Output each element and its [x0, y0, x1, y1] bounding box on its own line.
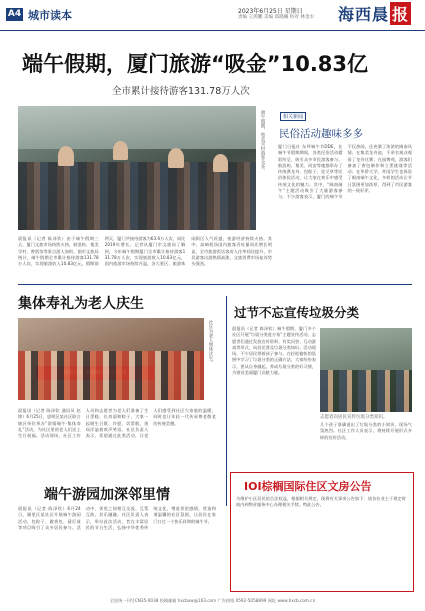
bottom-left-body: 晨报讯（记者 陈泽钦）6月24日，湖里区某社区开展端午游园活动，包粽子、做香包、猜灯谜等项目吸引了众多居民参与。活动中，邻里之间相互交流、互帮互助，其乐融融。社区负责人表示，举办此次活动，旨在丰富居民的节日生活，弘扬中华优秀传统文化，增进邻里感情，营造和谐温馨的社区氛围，让居民在家门口过一个快乐祥和的端午节。	[18, 506, 216, 530]
logo-main-text: 海西晨	[338, 5, 390, 24]
mid-right-photo-caption: 志愿者向居民宣传垃圾分类知识。	[320, 415, 388, 420]
mid-right-title: 过节不忘宣传垃圾分类	[234, 305, 360, 320]
right-body: 厦门日报社 东坪端午节DDE，在端午节假期期间，各类民俗活动精彩纷呈，吸引众多市民游客参与。鼓浪屿、集美、同安等地都举办了传统赛龙舟、包粽子、挂艾草等民俗体验活动，让大家在欢乐中感受传统文化的魅力。其中，“闽南端午”主题活动吸引了大量游客参与，不少游客表示，厦门的端午节不仅热闹，还充满了浓浓的闽南风情。在集美龙舟池，千余名观众观看了龙舟比赛；在园博苑，游客们参加了香包制作和立蛋挑战等活动；在华侨大学，外国学生也体验了闽南端午文化，多样的活动让节日氛围更加浓厚，得到了市民游客的一致好评。	[278, 144, 412, 200]
mid-right-body-2: 几个孩子准确说出了垃圾分类的小知识，现场气氛热烈。社区工作人员表示，将持续开展形式多样的宣传活动。	[320, 422, 412, 440]
issue-date: 2023年6月25日 星期日	[238, 8, 303, 15]
lead-photo	[18, 106, 256, 230]
mid-right-body: 晨报讯（记者 陈泽钦）端午假期，厦门多个社区开展“垃圾分类进万家”主题宣传活动。志愿者们通过发放宣传资料、有奖问答、互动游戏等形式，向居民普及垃圾分类知识。活动现场，不少居民带着孩子参与，在轻松愉快的氛围中学习了垃圾分类的正确方法，大家纷纷表示，要从自身做起，养成垃圾分类的好习惯，为建设美丽厦门贡献力量。	[232, 326, 316, 376]
lead-photo-caption: 端午假期，集美学村游客众多。	[260, 110, 265, 173]
notice-body: 为维护小区居民的合法权益，根据相关规定，现将有关事项公告如下：请各位业主于规定时间内到物业服务中心办理相关手续。特此公告。	[236, 496, 406, 508]
newspaper-logo	[338, 2, 420, 26]
mid-left-photo-caption: 社区为老人集体庆生。	[208, 320, 213, 365]
related-news-tag: 相关新闻	[280, 112, 306, 121]
editor-line: 责编 王鸿鹏 美编 郑晓曦 校对 林金水	[238, 15, 315, 20]
page-number-tag: A4	[7, 9, 22, 19]
mid-left-title: 集体寿礼为老人庆生	[18, 296, 144, 312]
mid-left-body: 晨报讯（记者 陈泽钦 通讯员 赵锦）6月25日，思明区某社区联合辖区单位举办“浓情端午·集体寿礼”活动，为社区里的老人们送上生日祝福。活动现场，社区工作人员和志愿者为老人们准备了生日蛋糕、长寿面和粽子，大家一起唱生日歌、许愿、切蛋糕，现场洋溢着欢声笑语。社区负责人表示，希望通过此类活动，让老人们感受到社区大家庭的温暖，同时也让年轻一代传承尊老敬老的传统美德。	[18, 408, 216, 439]
section-divider	[18, 284, 412, 285]
logo-box-text: 报	[390, 2, 411, 25]
column-divider	[226, 296, 227, 506]
bottom-left-title: 端午游园加深邻里情	[44, 487, 170, 503]
section-title: 城市读本	[28, 9, 72, 22]
page-footer: 全国统一刊号CN35-0038 投稿邮箱 hxcbxw@163.com 广告热线 0592-5058899 网址 www.hxcb.com.cn	[109, 598, 316, 603]
lead-headline: 端午假期，厦门旅游“吸金”10.83亿	[22, 52, 369, 76]
notice-title: IOI棕榈国际住区文房公告	[244, 480, 372, 493]
lead-subhead: 全市累计接待游客131.78万人次	[112, 86, 250, 97]
lead-body: 晨报讯（记者 陈泽钦）由于端午假期三天，厦门文旅市场持续火热，鼓浪屿、集美学村、曾厝垵等景点游人如织。据市文旅局统计，端午假期全市累计接待游客131.78万人次，实现旅游收入10.83亿元。假期前两天，厦门共接待游客为63.6万人次，同比2019年增长。记者从厦门市文旅局了解到，今年端午假期厦门全市累计接待游客131.78万人次，实现旅游收入10.83亿元，国内旅游市场持续升温，各大景区、旅游休闲街区人气旺盛，夜游经济持续火热。其中，高崎机场国内旅客吞吐量同比增长明显，全市旅游饭店客房入住率同比提升，市民游客出游热情高涨，文旅消费市场复苏势头强劲。	[18, 236, 272, 267]
mid-left-photo	[18, 318, 204, 400]
mid-right-photo	[320, 328, 412, 412]
right-subtitle: 民俗活动趣味多多	[279, 128, 363, 140]
